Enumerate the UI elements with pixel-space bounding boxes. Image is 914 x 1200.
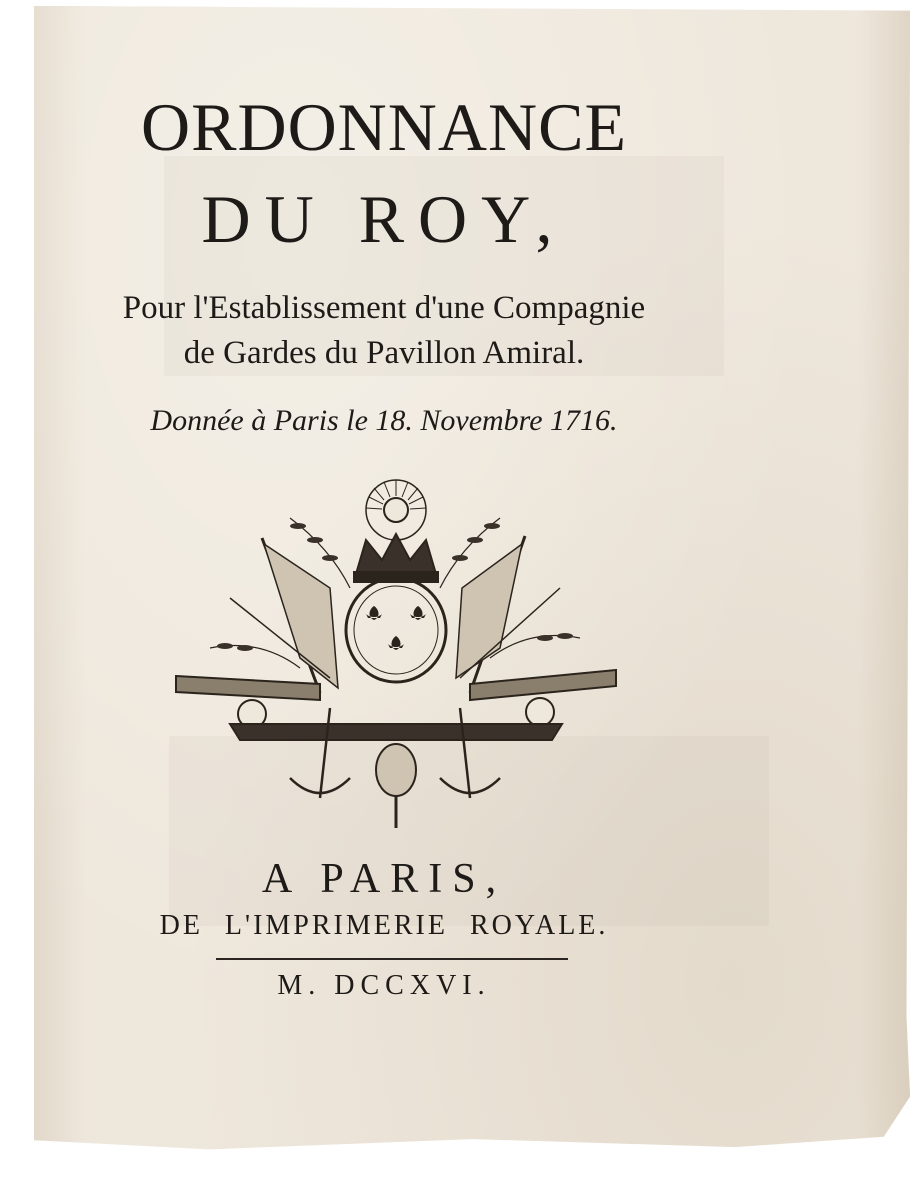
medallion-icon xyxy=(376,744,416,828)
imprint-printer: DE L'IMPRIMERIE ROYALE. xyxy=(159,910,609,941)
subtitle xyxy=(34,286,734,376)
imprint-year: M. DCCXVI. xyxy=(277,970,491,1001)
issue-date: Donnée à Paris le 18. Novembre 1716. xyxy=(150,404,618,437)
crown-icon xyxy=(354,534,438,582)
title-du-roy: DU ROY, xyxy=(201,181,567,257)
royal-arms-vignette xyxy=(170,478,630,838)
sun-icon xyxy=(366,480,426,540)
title-ordonnance: ORDONNANCE xyxy=(141,89,627,165)
fleur-de-lis-shield-icon xyxy=(346,578,446,682)
subtitle-line-1: Pour l'Establissement d'une Compagnie xyxy=(122,290,646,326)
subtitle-line-2: de Gardes du Pavillon Amiral. xyxy=(183,335,585,371)
imprint-place: A PARIS, xyxy=(261,856,507,902)
divider-rule xyxy=(216,958,568,960)
